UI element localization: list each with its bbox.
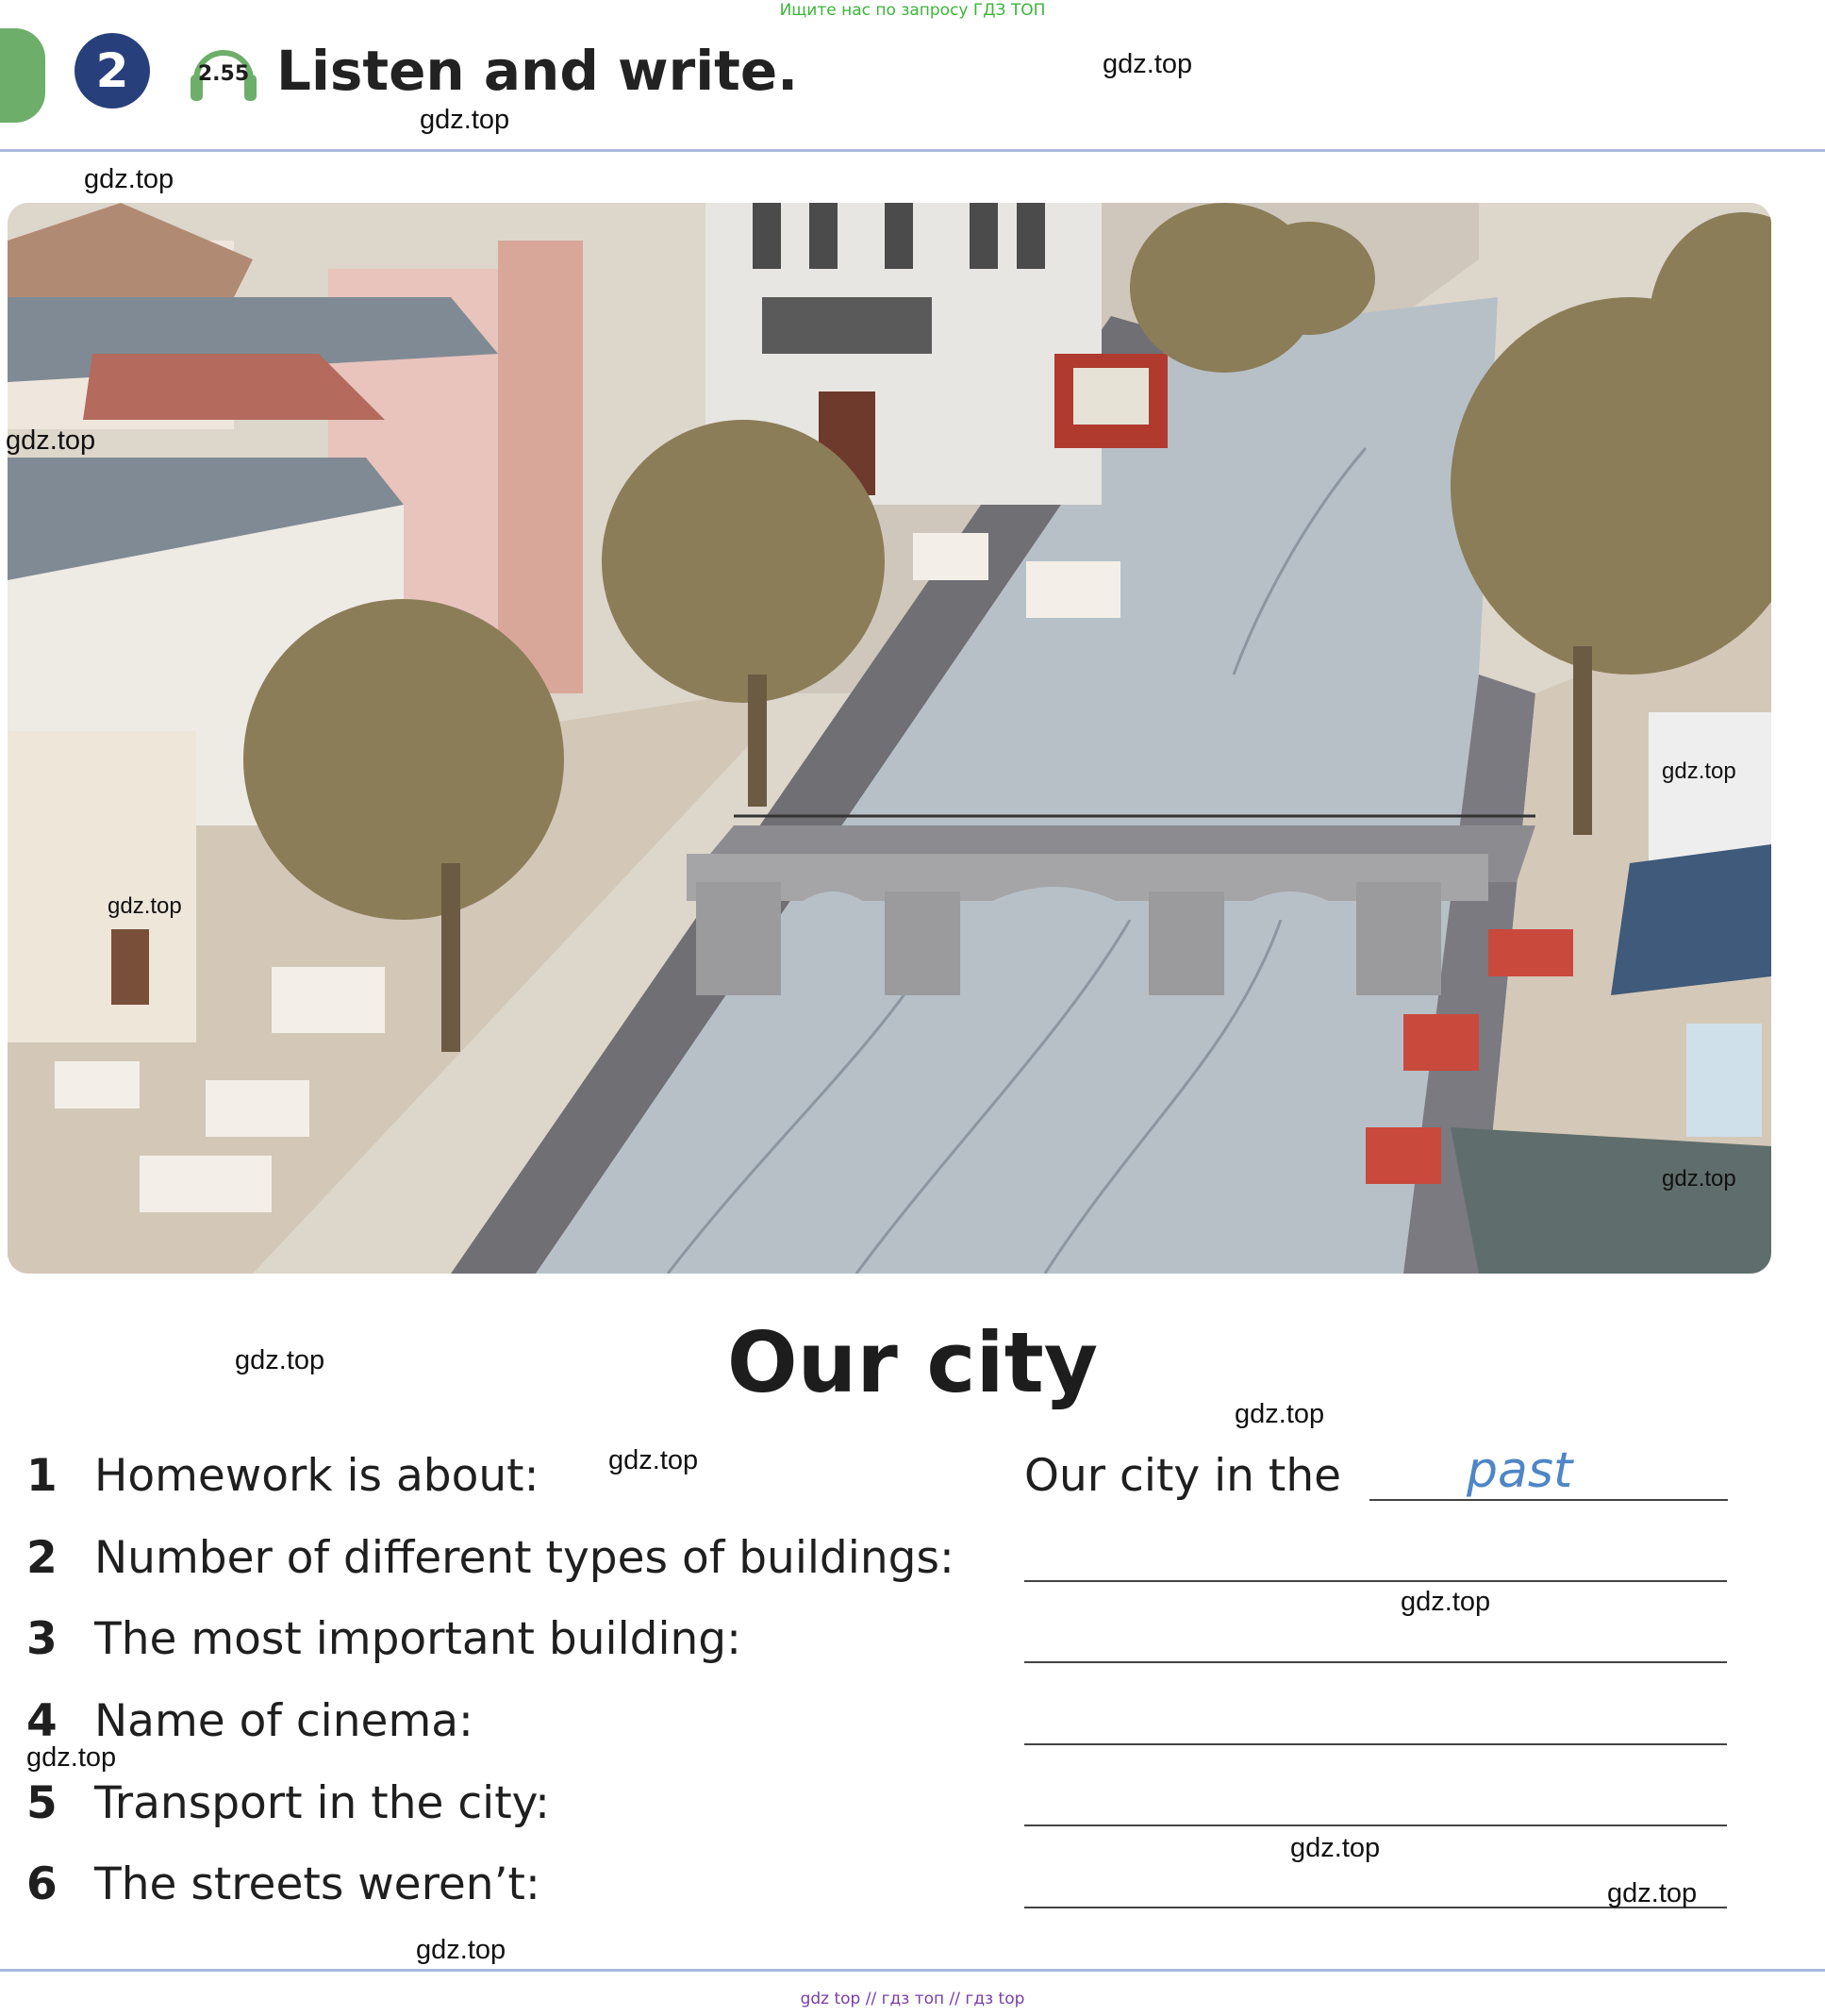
footer-divider: [0, 1969, 1825, 1972]
item-6: [26, 1857, 540, 1913]
answer-line-4[interactable]: [1024, 1743, 1727, 1745]
item-5: [26, 1775, 550, 1832]
watermark: gdz.top: [420, 105, 510, 135]
watermark: gdz.top: [1103, 49, 1193, 79]
item-number: 3: [26, 1613, 58, 1665]
watermark: gdz.top: [608, 1445, 699, 1475]
item-label: Name of cinema:: [94, 1695, 473, 1747]
item-label: Number of different types of buildings:: [94, 1532, 954, 1584]
item-3: [26, 1611, 741, 1668]
watermark: gdz.top: [84, 164, 174, 194]
item-2: [26, 1530, 954, 1587]
exercise-number: 2: [75, 33, 150, 108]
watermark: gdz.top: [1607, 1878, 1698, 1908]
header-divider: [0, 149, 1825, 152]
track-number: 2.55: [197, 62, 250, 86]
item-number: 5: [26, 1777, 58, 1829]
watermark: gdz.top: [1401, 1587, 1491, 1617]
answer-line-3[interactable]: [1024, 1661, 1727, 1663]
item-number: 1: [26, 1450, 58, 1502]
item-number: 4: [26, 1695, 58, 1747]
item-label: The streets weren’t:: [94, 1858, 540, 1910]
item-number: 2: [26, 1532, 58, 1584]
headphones-icon[interactable]: [187, 33, 260, 107]
watermark: gdz.top: [26, 1742, 117, 1773]
item-1: [26, 1448, 539, 1505]
watermark: gdz.top: [1662, 758, 1736, 784]
footer-text[interactable]: gdz top // гдз топ // гдз top: [800, 1990, 1025, 2008]
watermark: gdz.top: [416, 1935, 506, 1965]
watermark: gdz.top: [1235, 1399, 1325, 1429]
watermark: gdz.top: [108, 893, 182, 919]
watermark: gdz.top: [235, 1345, 325, 1375]
exercise-title: Listen and write.: [276, 39, 799, 103]
watermark: gdz.top: [6, 425, 96, 456]
item-number: 6: [26, 1858, 58, 1910]
watermark: gdz.top: [1662, 1166, 1736, 1191]
watermark: gdz.top: [1290, 1833, 1381, 1863]
item-label: Homework is about:: [94, 1450, 539, 1502]
answer-line-5[interactable]: [1024, 1824, 1727, 1826]
section-tab: [0, 28, 45, 123]
answer-1-filled: past: [1467, 1442, 1573, 1499]
city-illustration: [8, 203, 1771, 1274]
answer-1-prefix: Our city in the: [1024, 1450, 1342, 1502]
answer-line-2[interactable]: [1024, 1580, 1727, 1582]
item-label: The most important building:: [94, 1613, 741, 1665]
item-label: Transport in the city:: [94, 1777, 550, 1829]
top-banner[interactable]: Ищите нас по запросу ГДЗ ТОП: [779, 1, 1046, 20]
page-heading: Our city: [726, 1314, 1099, 1411]
